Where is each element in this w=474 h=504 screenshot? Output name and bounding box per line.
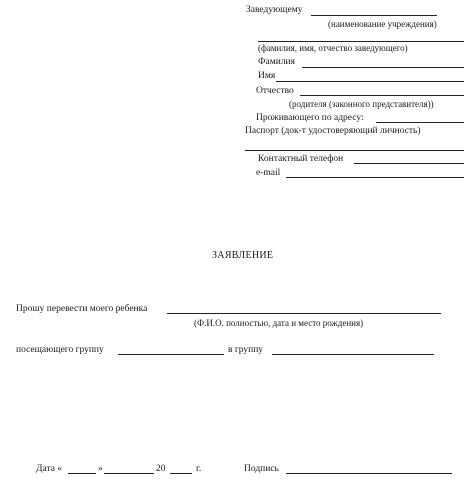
year-prefix: 20 <box>156 464 166 474</box>
date-mid: » <box>98 464 103 474</box>
email-line[interactable] <box>286 177 464 178</box>
day-line[interactable] <box>68 473 96 474</box>
to-group-label: в группу <box>228 345 264 355</box>
passport-line[interactable] <box>245 150 464 151</box>
year-suffix: г. <box>196 464 202 474</box>
name-label: Имя <box>258 71 276 81</box>
date-label: Дата « <box>36 464 63 474</box>
signature-line[interactable] <box>286 473 452 474</box>
child-hint: (Ф.И.О. полностью, дата и место рождения) <box>194 318 364 328</box>
email-label: e-mail <box>256 168 281 178</box>
attending-group-label: посещающего группу <box>16 345 104 355</box>
document-title: ЗАЯВЛЕНИЕ <box>212 250 274 261</box>
address-line[interactable] <box>376 122 464 123</box>
phone-line[interactable] <box>354 163 464 164</box>
new-group-line[interactable] <box>272 354 434 355</box>
head-line[interactable] <box>311 15 437 16</box>
phone-label: Контактный телефон <box>258 154 344 164</box>
to-head-label: Заведующему <box>246 5 303 15</box>
patronymic-line[interactable] <box>300 95 464 96</box>
surname-line[interactable] <box>302 67 464 68</box>
parent-hint: (родителя (законного представителя)) <box>289 99 434 109</box>
signature-label: Подпись <box>244 464 279 474</box>
institution-hint: (наименование учреждения) <box>328 19 437 29</box>
child-line[interactable] <box>167 313 441 314</box>
name-line[interactable] <box>276 81 464 82</box>
patronymic-label: Отчество <box>256 86 294 96</box>
year-line[interactable] <box>170 473 192 474</box>
head-name-hint: (фамилия, имя, отчество заведующего) <box>258 43 408 53</box>
passport-label: Паспорт (док-т удостоверяющий личность) <box>245 126 421 136</box>
current-group-line[interactable] <box>118 354 224 355</box>
request-text: Прошу перевести моего ребенка <box>16 304 148 314</box>
month-line[interactable] <box>104 473 154 474</box>
address-label: Проживающего по адресу: <box>256 113 364 123</box>
institution-line[interactable] <box>258 41 464 42</box>
surname-label: Фамилия <box>258 57 296 67</box>
